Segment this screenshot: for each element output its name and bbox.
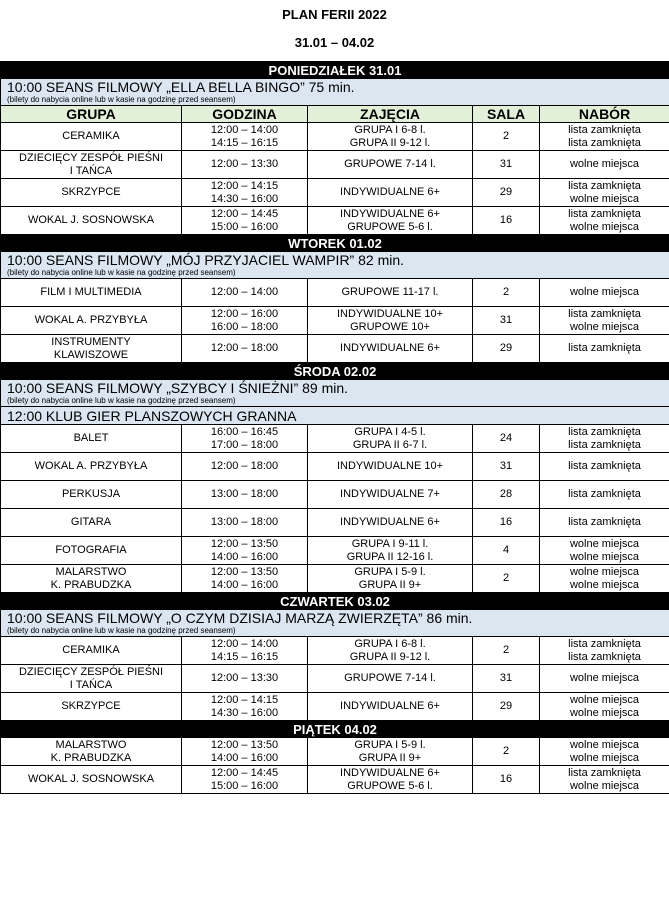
event-cell [1,380,669,407]
room-cell: 2 [473,565,540,593]
event-row [1,610,669,637]
group-cell [1,179,182,207]
class-type: INDYWIDUALNE 6+ [340,342,440,354]
hours-cell [182,179,308,207]
hours-cell [182,693,308,721]
class-type: GRUPA I 9-11 l. [351,537,429,550]
group-cell [1,307,182,335]
hour-range: 15:00 – 16:00 [210,220,279,233]
enrollment-status: wolne miejsca [569,578,640,591]
hour-range: 12:00 – 14:00 [210,637,279,650]
day-header [1,62,669,79]
hour-range: 14:00 – 16:00 [210,550,279,563]
status-cell [540,665,669,693]
enrollment-status: lista zamknięta [568,438,641,451]
room-cell: 16 [473,207,540,235]
hours-cell [182,279,308,307]
hour-range: 12:00 – 14:15 [210,693,279,706]
table-row [1,565,669,593]
group-cell [1,453,182,481]
day-header [1,235,669,252]
day-label: PIĄTEK 04.02 [1,721,669,738]
enrollment-status: wolne miejsca [569,158,640,170]
hours-cell [182,565,308,593]
enrollment-status: wolne miejsca [569,706,640,719]
class-type: INDYWIDUALNE 6+ [340,186,440,198]
room-cell: 31 [473,307,540,335]
hours-cell [182,335,308,363]
hour-range: 14:00 – 16:00 [210,578,279,591]
group-name: GITARA [70,516,112,528]
enrollment-status: lista zamknięta [568,136,641,149]
hour-range: 14:15 – 16:15 [210,650,279,663]
enrollment-status: wolne miejsca [569,672,640,684]
hours-cell [182,481,308,509]
class-type: INDYWIDUALNE 7+ [340,488,440,500]
class-type: GRUPA I 4-5 l. [354,425,426,438]
group-name: INSTRUMENTY [51,335,131,348]
group-name: SKRZYPCE [61,700,121,712]
event-note: (bilety do nabycia online lub w kasie na godzinę przed seansem) [7,95,236,104]
enrollment-status: lista zamknięta [568,650,641,663]
status-cell [540,425,669,453]
room-cell: 2 [473,123,540,151]
classes-cell [308,665,473,693]
table-row [1,766,669,794]
table-row [1,665,669,693]
status-cell [540,537,669,565]
hour-range: 14:30 – 16:00 [210,706,279,719]
class-type: GRUPA I 6-8 l. [354,637,426,650]
hours-cell [182,738,308,766]
enrollment-status: lista zamknięta [568,307,641,320]
event-title: 10:00 SEANS FILMOWY „SZYBCY I ŚNIEŻNI” 89 min. [7,380,349,396]
day-label: ŚRODA 02.02 [1,363,669,380]
room-cell: 29 [473,693,540,721]
event-row [1,380,669,407]
status-cell [540,637,669,665]
group-cell [1,151,182,179]
enrollment-status: lista zamknięta [568,179,641,192]
enrollment-status: lista zamknięta [568,516,641,528]
hours-cell [182,509,308,537]
class-type: GRUPA II 6-7 l. [352,438,428,451]
class-type: INDYWIDUALNE 6+ [340,766,440,779]
enrollment-status: wolne miejsca [569,738,640,751]
group-name: MALARSTWO [55,738,127,751]
hour-range: 12:00 – 14:45 [210,207,279,220]
group-name: FOTOGRAFIA [55,544,127,556]
day-label: PONIEDZIAŁEK 31.01 [1,62,669,79]
group-name: BALET [73,432,109,444]
classes-cell [308,693,473,721]
group-cell [1,637,182,665]
group-name: MALARSTWO [55,565,127,578]
room-cell: 2 [473,637,540,665]
classes-cell [308,279,473,307]
group-cell [1,509,182,537]
class-type: GRUPA II 9+ [358,578,422,591]
column-header: SALA [473,106,540,123]
group-name: DZIECIĘCY ZESPÓŁ PIEŚNI [18,665,164,678]
status-cell [540,307,669,335]
group-name: CERAMIKA [62,644,120,656]
class-type: GRUPA II 12-16 l. [346,550,434,563]
status-cell [540,335,669,363]
group-name: WOKAL J. SOSNOWSKA [27,773,155,785]
group-cell [1,335,182,363]
class-type: INDYWIDUALNE 6+ [340,207,440,220]
group-name: K. PRABUDZKA [50,751,132,764]
group-cell [1,693,182,721]
hour-range: 15:00 – 16:00 [210,779,279,792]
group-name: CERAMIKA [62,130,120,142]
event-cell [1,79,669,106]
hour-range: 12:00 – 14:15 [210,179,279,192]
enrollment-status: wolne miejsca [569,565,640,578]
status-cell [540,509,669,537]
hour-range: 12:00 – 14:00 [210,286,279,298]
hour-range: 12:00 – 13:50 [210,738,279,751]
day-header [1,593,669,610]
classes-cell [308,565,473,593]
event-note: (bilety do nabycia online lub w kasie na godzinę przed seansem) [7,396,236,405]
hours-cell [182,123,308,151]
schedule-table [0,61,669,794]
table-row [1,307,669,335]
class-type: GRUPOWE 10+ [350,320,430,333]
classes-cell [308,453,473,481]
group-cell [1,766,182,794]
column-header-row [1,106,669,123]
table-row [1,738,669,766]
enrollment-status: wolne miejsca [569,220,640,233]
enrollment-status: lista zamknięta [568,637,641,650]
hours-cell [182,637,308,665]
hour-range: 14:15 – 16:15 [210,136,279,149]
group-name: I TAŃCA [69,678,113,691]
enrollment-status: wolne miejsca [569,550,640,563]
hours-cell [182,207,308,235]
column-header: GRUPA [1,106,182,123]
hour-range: 14:00 – 16:00 [210,751,279,764]
group-name: WOKAL A. PRZYBYŁA [34,314,148,326]
status-cell [540,565,669,593]
day-label: CZWARTEK 03.02 [1,593,669,610]
room-cell: 4 [473,537,540,565]
event-row [1,407,669,425]
hour-range: 12:00 – 13:50 [210,537,279,550]
classes-cell [308,179,473,207]
room-cell: 28 [473,481,540,509]
hours-cell [182,151,308,179]
table-row [1,637,669,665]
group-cell [1,537,182,565]
class-type: INDYWIDUALNE 6+ [340,516,440,528]
group-name: WOKAL J. SOSNOWSKA [27,214,155,226]
group-name: KLAWISZOWE [53,348,129,361]
group-cell [1,123,182,151]
event-title: 10:00 SEANS FILMOWY „O CZYM DZISIAJ MARZĄ ZWIERZĘTA” 86 min. [7,610,473,626]
enrollment-status: wolne miejsca [569,779,640,792]
group-cell [1,738,182,766]
table-row [1,335,669,363]
group-name: I TAŃCA [69,164,113,177]
hour-range: 12:00 – 16:00 [210,307,279,320]
enrollment-status: wolne miejsca [569,192,640,205]
event-note: (bilety do nabycia online lub w kasie na godzinę przed seansem) [7,268,236,277]
enrollment-status: wolne miejsca [569,693,640,706]
status-cell [540,207,669,235]
classes-cell [308,335,473,363]
group-name: DZIECIĘCY ZESPÓŁ PIEŚNI [18,151,164,164]
room-cell: 24 [473,425,540,453]
group-cell [1,425,182,453]
classes-cell [308,509,473,537]
page-title: PLAN FERII 2022 [282,7,387,22]
hour-range: 17:00 – 18:00 [210,438,279,451]
group-name: PERKUSJA [61,488,121,500]
hours-cell [182,766,308,794]
room-cell: 29 [473,179,540,207]
class-type: GRUPA I 6-8 l. [354,123,426,136]
classes-cell [308,151,473,179]
class-type: GRUPOWE 5-6 l. [347,779,433,792]
table-row [1,481,669,509]
hours-cell [182,453,308,481]
hour-range: 12:00 – 18:00 [210,460,279,472]
hour-range: 16:00 – 18:00 [210,320,279,333]
group-name: WOKAL A. PRZYBYŁA [34,460,148,472]
enrollment-status: lista zamknięta [568,123,641,136]
class-type: GRUPOWE 5-6 l. [347,220,433,233]
hours-cell [182,537,308,565]
room-cell: 2 [473,738,540,766]
event-cell [1,610,669,637]
status-cell [540,766,669,794]
hour-range: 12:00 – 14:00 [210,123,279,136]
status-cell [540,123,669,151]
enrollment-status: lista zamknięta [568,425,641,438]
event-cell [1,407,669,425]
table-row [1,279,669,307]
room-cell: 31 [473,453,540,481]
enrollment-status: lista zamknięta [568,207,641,220]
group-name: SKRZYPCE [61,186,121,198]
status-cell [540,481,669,509]
table-row [1,693,669,721]
room-cell: 16 [473,509,540,537]
room-cell: 16 [473,766,540,794]
classes-cell [308,637,473,665]
status-cell [540,151,669,179]
hours-cell [182,665,308,693]
class-type: GRUPOWE 11-17 l. [341,286,439,298]
hours-cell [182,425,308,453]
event-row [1,252,669,279]
class-type: INDYWIDUALNE 10+ [336,460,444,472]
hour-range: 12:00 – 18:00 [210,342,279,354]
event-note: (bilety do nabycia online lub w kasie na godzinę przed seansem) [7,626,236,635]
class-type: GRUPOWE 7-14 l. [344,672,436,684]
class-type: INDYWIDUALNE 6+ [340,700,440,712]
classes-cell [308,738,473,766]
class-type: GRUPOWE 7-14 l. [344,158,436,170]
hour-range: 13:00 – 18:00 [210,488,279,500]
hour-range: 13:00 – 18:00 [210,516,279,528]
event-row [1,79,669,106]
column-header: GODZINA [182,106,308,123]
enrollment-status: wolne miejsca [569,286,640,298]
enrollment-status: wolne miejsca [569,751,640,764]
room-cell: 2 [473,279,540,307]
enrollment-status: lista zamknięta [568,342,641,354]
classes-cell [308,481,473,509]
enrollment-status: wolne miejsca [569,320,640,333]
table-row [1,179,669,207]
hour-range: 12:00 – 14:45 [210,766,279,779]
event-title: 12:00 KLUB GIER PLANSZOWYCH GRANNA [7,407,297,424]
event-title: 10:00 SEANS FILMOWY „MÓJ PRZYJACIEL WAMPIR” 82 min. [7,252,405,268]
hour-range: 12:00 – 13:30 [210,158,279,170]
group-cell [1,279,182,307]
enrollment-status: lista zamknięta [568,766,641,779]
day-header [1,363,669,380]
column-header: ZAJĘCIA [308,106,473,123]
event-title: 10:00 SEANS FILMOWY „ELLA BELLA BINGO” 75 min. [7,79,355,95]
class-type: GRUPA I 5-9 l. [354,565,426,578]
table-row [1,207,669,235]
group-cell [1,481,182,509]
status-cell [540,738,669,766]
column-header: NABÓR [540,106,669,123]
status-cell [540,693,669,721]
hour-range: 12:00 – 13:30 [210,672,279,684]
room-cell: 31 [473,665,540,693]
classes-cell [308,537,473,565]
hour-range: 14:30 – 16:00 [210,192,279,205]
table-row [1,123,669,151]
hour-range: 12:00 – 13:50 [210,565,279,578]
group-cell [1,207,182,235]
room-cell: 31 [473,151,540,179]
enrollment-status: lista zamknięta [568,488,641,500]
event-cell [1,252,669,279]
class-type: GRUPA II 9-12 l. [349,136,431,149]
status-cell [540,279,669,307]
table-row [1,509,669,537]
class-type: GRUPA II 9+ [358,751,422,764]
classes-cell [308,307,473,335]
group-name: FILM I MULTIMEDIA [40,286,142,298]
enrollment-status: wolne miejsca [569,537,640,550]
classes-cell [308,425,473,453]
class-type: GRUPA I 5-9 l. [354,738,426,751]
table-row [1,537,669,565]
classes-cell [308,123,473,151]
day-header [1,721,669,738]
room-cell: 29 [473,335,540,363]
status-cell [540,453,669,481]
day-label: WTOREK 01.02 [1,235,669,252]
group-cell [1,565,182,593]
date-range: 31.01 – 04.02 [294,35,375,50]
class-type: GRUPA II 9-12 l. [349,650,431,663]
status-cell [540,179,669,207]
table-row [1,453,669,481]
hours-cell [182,307,308,335]
table-row [1,151,669,179]
classes-cell [308,766,473,794]
classes-cell [308,207,473,235]
group-cell [1,665,182,693]
enrollment-status: lista zamknięta [568,460,641,472]
class-type: INDYWIDUALNE 10+ [336,307,444,320]
group-name: K. PRABUDZKA [50,578,132,591]
table-row [1,425,669,453]
hour-range: 16:00 – 16:45 [210,425,279,438]
